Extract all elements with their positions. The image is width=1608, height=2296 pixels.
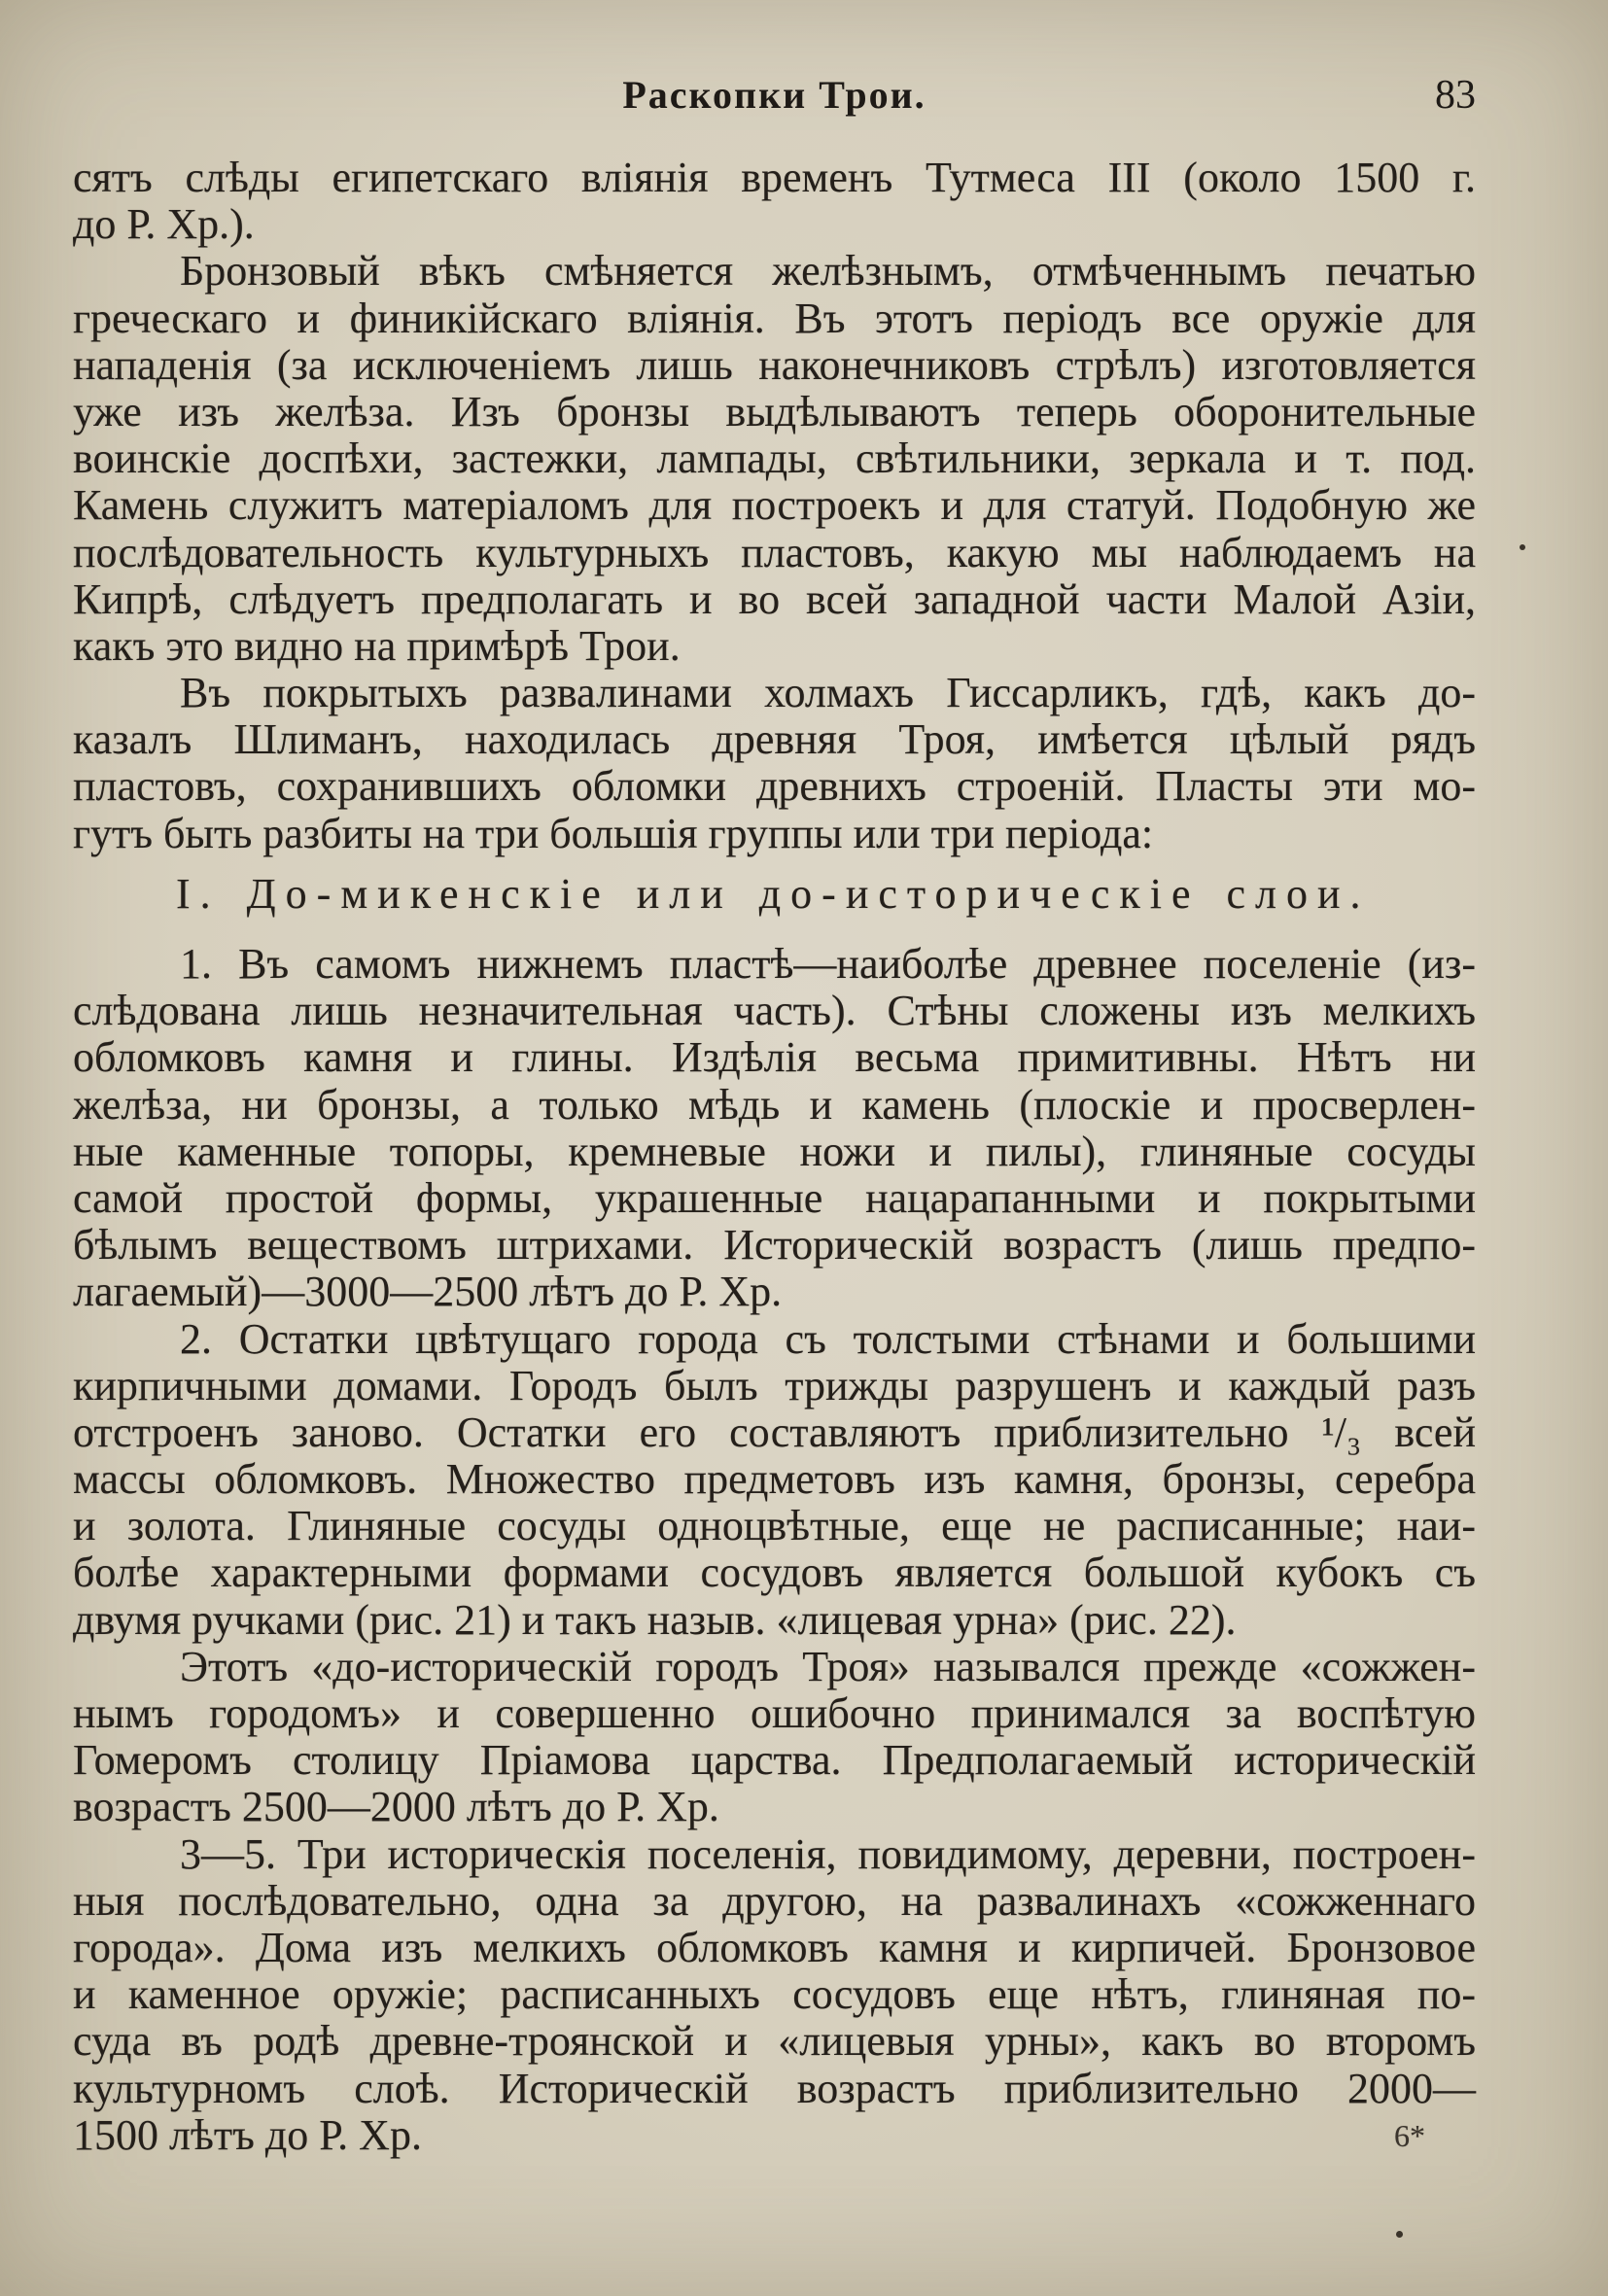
text-line: Камень служитъ матеріаломъ для построекъ и для статуй. Подобную же [73,481,1476,530]
text-line: Кипрѣ, слѣдуетъ предполагать и во всей западной части Малой Азіи, [73,574,1476,623]
paragraph [73,248,1476,670]
text-line: сятъ слѣды египетскаго вліянія временъ Тутмеса III (около 1500 г. [73,154,1476,201]
text-line: желѣза, ни бронзы, а только мѣдь и камень (плоскіе и просверлен- [73,1080,1476,1129]
signature-mark: 6* [1394,2117,1425,2153]
page-number: 83 [1435,73,1476,118]
text-line: бѣлымъ веществомъ штрихами. Историческій возрастъ (лишь предпо- [73,1221,1476,1270]
text-line: болѣе характерными формами сосудовъ является большой кубокъ съ [73,1548,1476,1597]
paragraph [73,941,1476,1316]
text-line: 2. Остатки цвѣтущаго города съ толстыми стѣнами и большими [180,1314,1476,1363]
paragraph [73,1644,1476,1831]
text-line: массы обломковъ. Множество предметовъ изъ камня, бронзы, серебра [73,1455,1476,1504]
text-line: казалъ Шлиманъ, находилась древняя Троя, имѣется цѣлый рядъ [73,715,1476,764]
text-line: возрастъ 2500—2000 лѣтъ до Р. Хр. [73,1783,719,1831]
text-line: нымъ городомъ» и совершенно ошибочно принимался за воспѣтую [73,1689,1476,1737]
text-line: ные каменные топоры, кремневые ножи и пилы), глиняные сосуды [73,1127,1476,1175]
text-line: 1500 лѣтъ до Р. Хр. [73,2110,422,2159]
text-line: кирпичными домами. Городъ былъ трижды разрушенъ и каждый разъ [73,1361,1476,1409]
text-line: обломковъ камня и глины. Издѣлія весьма примитивны. Нѣтъ ни [73,1033,1476,1082]
text-line: суда въ родѣ древне-троянской и «лицевыя урны», какъ во второмъ [73,2017,1476,2066]
text-line: Бронзовый вѣкъ смѣняется желѣзнымъ, отмѣченнымъ печатью [180,247,1476,296]
paper-speck [1396,2231,1403,2238]
text-line: Въ покрытыхъ развалинами холмахъ Гиссарликъ, гдѣ, какъ до- [180,669,1476,717]
text-line: ныя послѣдовательно, одна за другою, на развалинахъ «сожженнаго [73,1876,1476,1925]
text-line: воинскіе доспѣхи, застежки, лампады, свѣтильники, зеркала и т. под. [73,435,1476,483]
text-line: греческаго и финикійскаго вліянія. Въ этотъ періодъ все оружіе для [73,294,1476,342]
text-line: послѣдовательность культурныхъ пластовъ, какую мы наблюдаемъ на [73,528,1476,576]
running-head [73,72,1476,119]
text-line: слѣдована лишь незначительная часть). Стѣны сложены изъ мелкихъ [73,987,1476,1035]
paragraph [73,1831,1476,2159]
text-line: двумя ручками (рис. 21) и такъ назыв. «лицевая урна» (рис. 22). [73,1595,1237,1644]
text-line: нападенія (за исключеніемъ лишь наконечниковъ стрѣлъ) изготовляется [73,340,1476,389]
text-line: самой простой формы, украшенные нацарапанными и покрытыми [73,1173,1476,1222]
text-line: и золота. Глиняные сосуды одноцвѣтные, еще не расписанные; наи- [73,1502,1476,1550]
text-line: 1. Въ самомъ нижнемъ пластѣ—наиболѣе древнее поселеніе (из- [180,940,1476,988]
text-line: уже изъ желѣза. Изъ бронзы выдѣлываютъ теперь оборонительные [73,387,1476,435]
text-line: пластовъ, сохранившихъ обломки древнихъ строеній. Пласты эти мо- [73,762,1476,811]
text-line: лагаемый)—3000—2500 лѣтъ до Р. Хр. [73,1268,783,1316]
body-text [73,155,1476,2159]
text-line: культурномъ слоѣ. Историческій возрастъ приблизительно 2000— [73,2064,1476,2112]
text-line: до Р. Хр.). [73,200,255,249]
text-line: города». Дома изъ мелкихъ обломковъ камня и кирпичей. Бронзовое [73,1923,1476,1971]
text-line: Гомеромъ столицу Пріамова царства. Предполагаемый историческій [73,1736,1476,1785]
paragraph [73,1316,1476,1644]
text-line: какъ это видно на примѣрѣ Трои. [73,621,681,670]
section-heading: I. До-микенскіе или до-историческіе слои. [176,869,1371,918]
paragraph-continued [73,155,1476,248]
text-line: отстроенъ заново. Остатки его составляютъ приблизительно ¹/₃ всей [73,1408,1476,1456]
text-line: 3—5. Три историческія поселенія, повидимому, деревни, построен- [180,1829,1476,1878]
text-line: гутъ быть разбиты на три большія группы или три періода: [73,809,1154,857]
text-line: Этотъ «до-историческій городъ Троя» назывался прежде «сожжен- [180,1642,1476,1690]
running-title: Раскопки Трои. [622,73,926,117]
paragraph [73,670,1476,857]
text-line: и каменное оружіе; расписанныхъ сосудовъ еще нѣтъ, глиняная по- [73,1970,1476,2019]
paper-speck [1520,544,1525,550]
